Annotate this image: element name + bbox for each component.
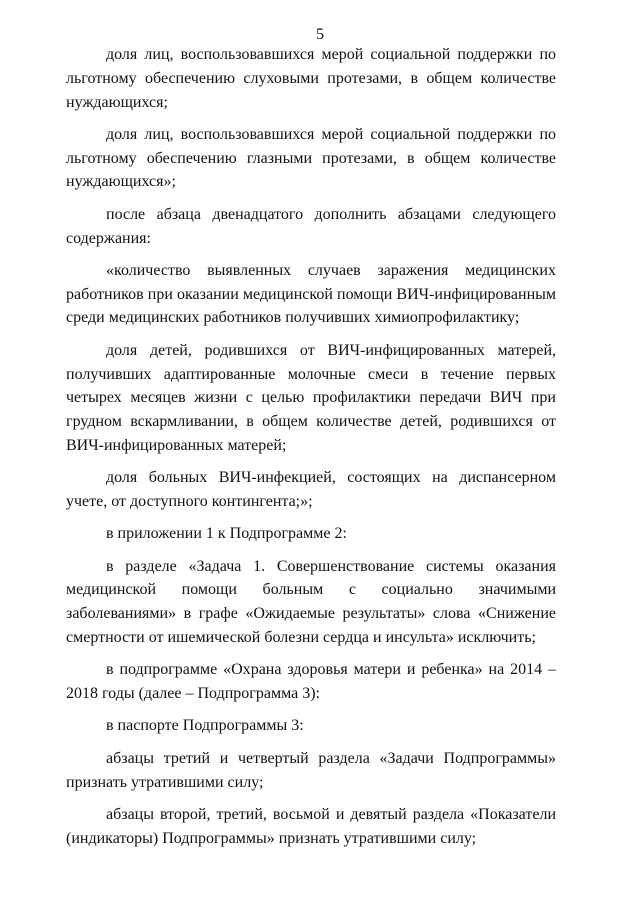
paragraph-hiv-medical-workers: «количество выявленных случаев заражения медицинских работников при оказании медицинской помощи ВИЧ-инфицированным среди медицинских работников получивших химиопрофилактику; [66,261,556,327]
paragraph-task-1: в разделе «Задача 1. Совершенствование системы оказания медицинской помощи больным с социально значимыми заболеваниями» в графе «Ожидаемые результаты» слова «Снижение смертности от ишемической болезни сердца и инсульта» исключить; [66,557,556,647]
page-number: 5 [316,26,324,43]
paragraph-tasks-invalid: абзацы третий и четвертый раздела «Задачи Подпрограммы» признать утратившими силу; [66,749,556,791]
paragraph-hiv-dispensary: доля больных ВИЧ-инфекцией, состоящих на диспансерном учете, от доступного контингента;»; [66,469,556,511]
paragraph-add-after-twelfth: после абзаца двенадцатого дополнить абзацами следующего содержания: [66,205,556,247]
paragraph-appendix-1: в приложении 1 к Подпрограмме 2: [106,525,347,543]
paragraph-hearing-prostheses: доля лиц, воспользовавшихся мерой социальной поддержки по льготному обеспечению слуховыми протезами, в общем количестве нуждающихся; [66,46,556,111]
paragraph-passport: в паспорте Подпрограммы 3: [106,717,304,735]
paragraph-hiv-children: доля детей, родившихся от ВИЧ-инфицированных матерей, получивших адаптированные молочные смеси в течение первых четырех месяцев жизни с целью профилактики передачи ВИЧ при грудном вскармливании, в общем количестве детей, родившихся от ВИЧ-инфицированных матерей; [66,341,556,454]
paragraph-eye-prostheses: доля лиц, воспользовавшихся мерой социальной поддержки по льготному обеспечению глазными протезами, в общем количестве нуждающихся»; [66,125,556,191]
document-body [66,43,556,859]
paragraph-indicators-invalid: абзацы второй, третий, восьмой и девятый раздела «Показатели (индикаторы) Подпрограммы» признать утратившими силу; [66,805,556,847]
paragraph-subprogram-3: в подпрограмме «Охрана здоровья матери и ребенка» на 2014 – 2018 годы (далее – Подпрограмма 3): [66,661,556,703]
